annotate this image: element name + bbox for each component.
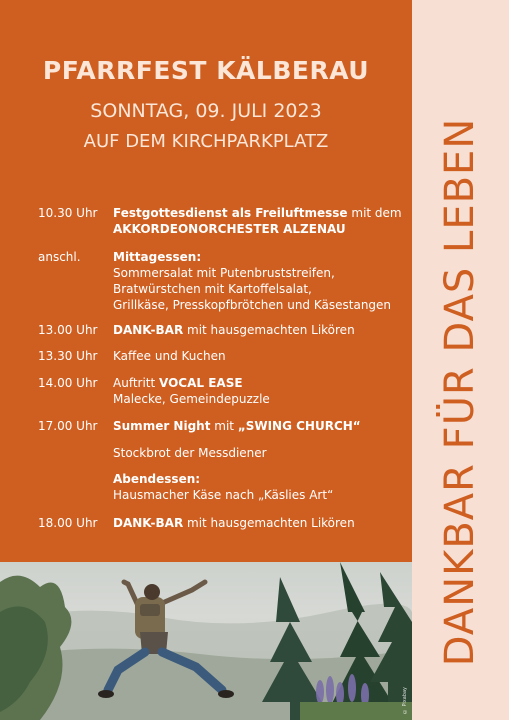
- program-time: 17.00 Uhr: [38, 419, 98, 433]
- program-line: [113, 391, 270, 407]
- program-text: DANK-BAR: [113, 323, 184, 337]
- event-date: SONNTAG, 09. JULI 2023: [90, 100, 322, 122]
- program-text: „SWING CHURCH“: [237, 419, 361, 433]
- program-line: [113, 249, 391, 265]
- program-line: [113, 418, 361, 434]
- program-description: [113, 348, 226, 364]
- program-time: 13.00 Uhr: [38, 323, 98, 337]
- program-text: Grillkäse, Presskopfbrötchen und Käsestangen: [113, 298, 392, 312]
- program-text: Bratwürstchen mit Kartoffelsalat,: [113, 282, 312, 296]
- program-text: Malecke, Gemeindepuzzle: [113, 392, 270, 406]
- program-text: VOCAL EASE: [159, 376, 243, 390]
- program-text: Stockbrot der Messdiener: [113, 446, 267, 460]
- program-text: mit hausgemachten Likören: [183, 323, 355, 337]
- event-location: AUF DEM KIRCHPARKPLATZ: [83, 131, 329, 152]
- program-text: Mittagessen:: [113, 250, 202, 264]
- jumping-person-photo: [0, 562, 412, 720]
- program-description: [113, 515, 355, 531]
- program-line: [113, 221, 402, 237]
- program-description: [113, 205, 402, 237]
- program-line: [113, 445, 267, 461]
- program-text: AKKORDEONORCHESTER ALZENAU: [113, 222, 346, 236]
- program-text: Auftritt: [113, 376, 160, 390]
- program-text: mit hausgemachten Likören: [183, 516, 355, 530]
- program-text: Abendessen:: [113, 472, 201, 486]
- program-time: 14.00 Uhr: [38, 376, 98, 390]
- program-line: [113, 281, 391, 297]
- program-text: Kaffee und Kuchen: [113, 349, 226, 363]
- program-description: [113, 471, 333, 503]
- program-text: DANK-BAR: [113, 516, 184, 530]
- program-text: Sommersalat mit Putenbruststreifen,: [113, 266, 335, 280]
- program-line: [113, 322, 355, 338]
- program-text: Festgottesdienst als Freiluftmesse: [113, 206, 348, 220]
- program-time: 18.00 Uhr: [38, 516, 98, 530]
- program-line: [113, 297, 391, 313]
- event-title: PFARRFEST KÄLBERAU: [42, 56, 370, 85]
- program-text: Summer Night: [113, 419, 211, 433]
- program-description: [113, 322, 355, 338]
- program-time: anschl.: [38, 250, 81, 264]
- program-description: [113, 375, 270, 407]
- photo-credit: © Pixabay: [402, 686, 408, 714]
- program-time: 13.30 Uhr: [38, 349, 98, 363]
- program-line: [113, 487, 333, 503]
- sidebar-panel: [412, 0, 509, 720]
- program-text: Hausmacher Käse nach „Käslies Art“: [113, 488, 334, 502]
- program-line: [113, 471, 333, 487]
- program-text: mit dem: [347, 206, 402, 220]
- program-line: [113, 348, 226, 364]
- program-time: 10.30 Uhr: [38, 206, 98, 220]
- program-description: [113, 418, 361, 434]
- sidebar-slogan: DANKBAR FÜR DAS LEBEN: [437, 117, 483, 667]
- program-line: [113, 265, 391, 281]
- program-line: [113, 205, 402, 221]
- program-description: [113, 249, 391, 313]
- program-text: mit: [210, 419, 238, 433]
- photo-illustration: [0, 562, 412, 720]
- program-line: [113, 515, 355, 531]
- program-line: [113, 375, 270, 391]
- program-description: [113, 445, 267, 461]
